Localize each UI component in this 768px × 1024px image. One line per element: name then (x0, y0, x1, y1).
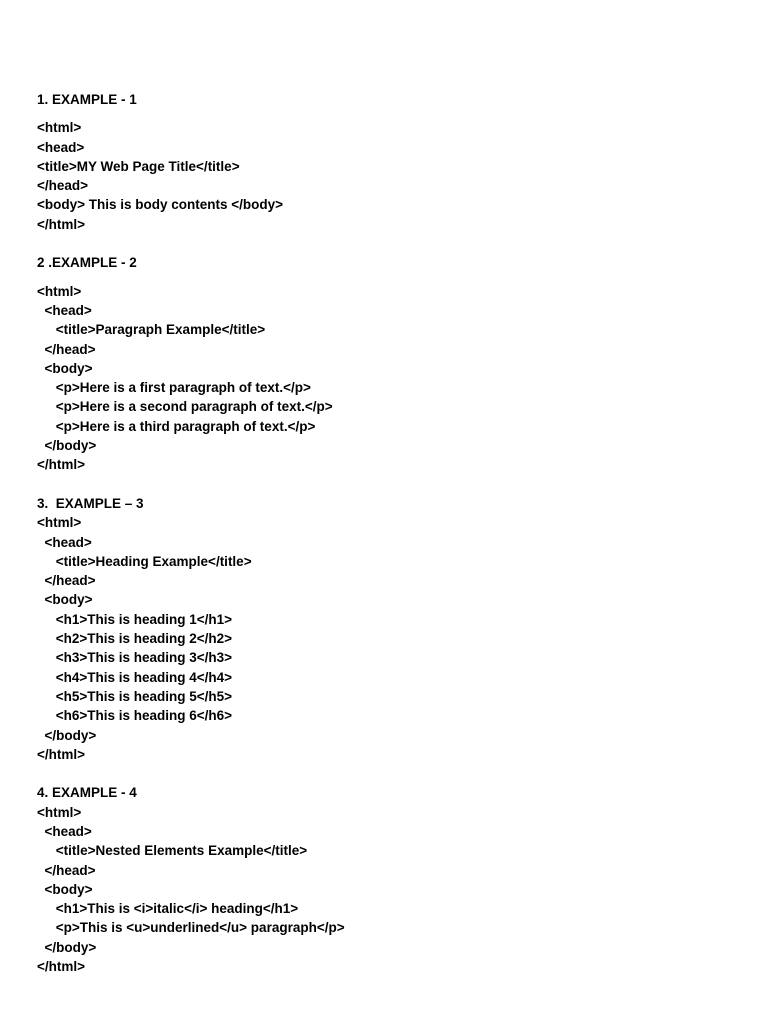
section-title: 2 .EXAMPLE - 2 (37, 255, 137, 271)
code-line: <title>Heading Example</title> (37, 553, 252, 569)
example-section-2 (37, 253, 737, 474)
code-line: <head> (37, 302, 92, 318)
code-line: <html> (37, 515, 82, 531)
code-line: </body> (37, 727, 97, 743)
example-section-1 (37, 90, 737, 234)
code-line: </head> (37, 862, 96, 878)
code-line: </html> (37, 746, 86, 762)
code-line: <h6>This is heading 6</h6> (37, 708, 233, 724)
code-line: <body> (37, 881, 93, 897)
code-line: </html> (37, 457, 86, 473)
code-line: <h1>This is heading 1</h1> (37, 611, 233, 627)
code-line: <body> (37, 360, 93, 376)
code-line: <h4>This is heading 4</h4> (37, 669, 233, 685)
code-line: <title>Nested Elements Example</title> (37, 843, 308, 859)
code-line: <p>This is <u>underlined</u> paragraph</p> (37, 920, 345, 936)
code-line: </body> (37, 438, 97, 454)
code-line: </head> (37, 573, 96, 589)
section-spacer (37, 475, 737, 494)
example-section-3 (37, 494, 737, 764)
code-line: <h1>This is <i>italic</i> heading</h1> (37, 901, 299, 917)
code-line: <html> (37, 804, 82, 820)
section-title: 3. EXAMPLE – 3 (37, 495, 144, 511)
code-line: <body> This is body contents </body> (37, 197, 284, 213)
code-line: </head> (37, 341, 96, 357)
code-line: <head> (37, 139, 85, 155)
code-line: <h5>This is heading 5</h5> (37, 688, 233, 704)
code-line: <h2>This is heading 2</h2> (37, 631, 233, 647)
code-line: <p>Here is a third paragraph of text.</p> (37, 418, 316, 434)
title-spacer (37, 273, 737, 282)
code-line: <title>Paragraph Example</title> (37, 322, 266, 338)
code-line: </html> (37, 959, 86, 975)
code-line: <body> (37, 592, 93, 608)
code-line: <html> (37, 120, 82, 136)
code-line: <head> (37, 534, 92, 550)
code-line: </head> (37, 178, 89, 194)
document-page (37, 90, 737, 976)
section-spacer (37, 234, 737, 253)
code-line: <h3>This is heading 3</h3> (37, 650, 233, 666)
example-section-4 (37, 783, 737, 976)
section-title: 1. EXAMPLE - 1 (37, 92, 137, 107)
section-spacer (37, 764, 737, 783)
code-line: <html> (37, 283, 82, 299)
section-title: 4. EXAMPLE - 4 (37, 785, 137, 801)
title-spacer (37, 109, 737, 118)
code-line: </body> (37, 939, 97, 955)
code-line: <p>Here is a first paragraph of text.</p> (37, 380, 311, 396)
code-line: <p>Here is a second paragraph of text.</p> (37, 399, 333, 415)
code-line: <title>MY Web Page Title</title> (37, 158, 240, 174)
code-line: </html> (37, 216, 86, 232)
code-line: <head> (37, 823, 92, 839)
